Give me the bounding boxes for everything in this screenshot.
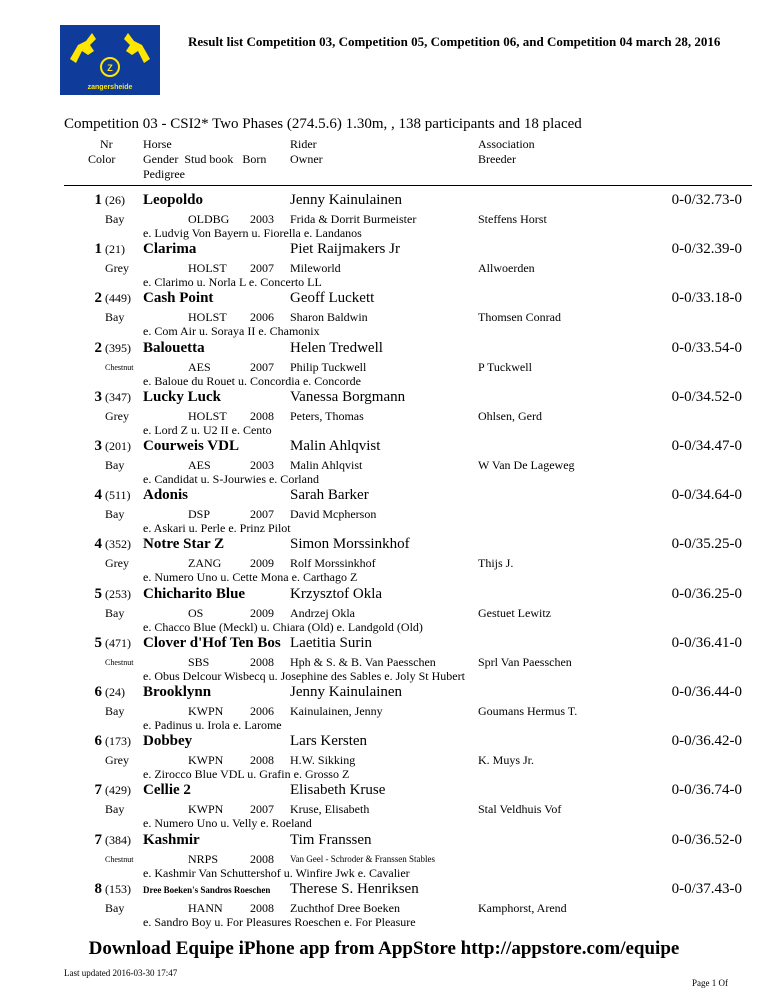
born-year: 2008 (250, 409, 274, 423)
horse-color: Chestnut (105, 363, 134, 372)
breeder-name: Steffens Horst (478, 212, 547, 226)
start-number: (429) (105, 783, 131, 797)
result-score: 0-0/36.52-0 (671, 832, 742, 848)
rider-name: Piet Raijmakers Jr (290, 241, 400, 257)
zangersheide-logo (60, 25, 160, 95)
pedigree: e. Sandro Boy u. For Pleasures Roeschen e. For Pleasure (143, 915, 416, 929)
horse-color: Chestnut (105, 658, 134, 667)
result-entry (0, 536, 768, 586)
result-score: 0-0/32.39-0 (671, 241, 742, 257)
stud-book: DSP (188, 507, 211, 521)
rider-name: Sarah Barker (290, 487, 369, 503)
born-year: 2008 (250, 852, 274, 866)
born-year: 2007 (250, 360, 274, 374)
owner-name: Van Geel - Schroder & Franssen Stables (290, 854, 435, 864)
owner-name: H.W. Sikking (290, 753, 356, 767)
owner-name: Frida & Dorrit Burmeister (290, 212, 417, 226)
horse-name: Dree Boeken's Sandros Roeschen (143, 885, 271, 895)
stud-book: OLDBG (188, 212, 230, 226)
owner-name: Kruse, Elisabeth (290, 802, 370, 816)
horse-color: Bay (105, 704, 125, 718)
column-header-association (478, 137, 535, 167)
result-score: 0-0/35.25-0 (671, 536, 742, 552)
rank-number: 4 (94, 536, 102, 552)
rider-name: Jenny Kainulainen (290, 192, 403, 208)
result-score: 0-0/34.64-0 (671, 487, 742, 503)
rider-name: Therese S. Henriksen (290, 881, 419, 897)
stud-book: AES (188, 360, 211, 374)
breeder-name: K. Muys Jr. (478, 753, 535, 767)
rider-name: Geoff Luckett (290, 290, 375, 306)
rank-number: 1 (94, 192, 102, 208)
breeder-name: W Van De Lageweg (478, 458, 575, 472)
page-number: Page 1 Of (692, 978, 728, 988)
horse-name: Chicharito Blue (143, 586, 246, 602)
horse-name: Balouetta (143, 340, 205, 356)
rider-name: Tim Franssen (290, 832, 372, 848)
result-entry (0, 241, 768, 291)
result-score: 0-0/33.18-0 (671, 290, 742, 306)
breeder-name: Goumans Hermus T. (478, 704, 578, 718)
born-year: 2009 (250, 606, 274, 620)
stud-book: NRPS (188, 852, 219, 866)
owner-name: Peters, Thomas (290, 409, 364, 423)
horse-name: Cash Point (143, 290, 214, 306)
start-number: (384) (105, 833, 131, 847)
competition-title: Competition 03 - CSI2* Two Phases (274.5.6) 1.30m, , 138 participants and 18 placed (64, 116, 582, 132)
stud-book: HOLST (188, 261, 227, 275)
pedigree: e. Numero Uno u. Velly e. Roeland (143, 816, 312, 830)
owner-name: Andrzej Okla (290, 606, 355, 620)
stud-book: SBS (188, 655, 210, 669)
rank-number: 4 (94, 487, 102, 503)
stud-book: HOLST (188, 409, 227, 423)
horse-name: Kashmir (143, 832, 200, 848)
rank-number: 7 (94, 782, 102, 798)
start-number: (511) (105, 488, 131, 502)
pedigree: e. Padinus u. Irola e. Larome (143, 718, 282, 732)
rider-name: Simon Morssinkhof (290, 536, 410, 552)
pedigree: e. Com Air u. Soraya II e. Chamonix (143, 324, 320, 338)
horse-color: Bay (105, 901, 125, 915)
pedigree: e. Baloue du Rouet u. Concordia e. Concorde (143, 374, 361, 388)
result-entry (0, 586, 768, 636)
horse-name: Adonis (143, 487, 189, 503)
pedigree: e. Clarimo u. Norla L e. Concerto LL (143, 275, 322, 289)
result-entry (0, 881, 768, 931)
horse-name: Dobbey (143, 733, 193, 749)
header-divider (64, 185, 752, 186)
app-promo-link[interactable]: Download Equipe iPhone app from AppStore http://appstore.com/equipe (88, 938, 680, 959)
result-score: 0-0/34.52-0 (671, 389, 742, 405)
stud-book: OS (188, 606, 204, 620)
horse-name: Lucky Luck (143, 389, 221, 405)
logo-wordmark: zangersheide (87, 84, 133, 91)
rank-number: 5 (94, 635, 102, 651)
rider-name: Elisabeth Kruse (290, 782, 386, 798)
pedigree: e. Candidat u. S-Jourwies e. Corland (143, 472, 319, 486)
horse-color: Grey (105, 409, 129, 423)
horse-color: Bay (105, 606, 125, 620)
result-entry (0, 684, 768, 734)
horse-color: Chestnut (105, 855, 134, 864)
horse-name: Clarima (143, 241, 197, 257)
header-color: Color (88, 152, 116, 166)
pedigree: e. Obus Delcour Wisbecq u. Josephine des Sables e. Joly St Hubert (143, 669, 465, 683)
owner-name: Kainulainen, Jenny (290, 704, 383, 718)
born-year: 2003 (250, 458, 274, 472)
result-score: 0-0/36.42-0 (671, 733, 742, 749)
result-score: 0-0/34.47-0 (671, 438, 742, 454)
page-title: Result list Competition 03, Competition 05, Competition 06, and Competition 04 march 28, 2016 (188, 34, 721, 49)
born-year: 2007 (250, 802, 274, 816)
rider-name: Helen Tredwell (290, 340, 383, 356)
owner-name: Philip Tuckwell (290, 360, 367, 374)
result-entry (0, 389, 768, 439)
result-score: 0-0/32.73-0 (671, 192, 742, 208)
pedigree: e. Numero Uno u. Cette Mona e. Carthago Z (143, 570, 358, 584)
horse-color: Grey (105, 261, 129, 275)
breeder-name: Gestuet Lewitz (478, 606, 551, 620)
owner-name: Sharon Baldwin (290, 310, 368, 324)
horse-name: Leopoldo (143, 192, 204, 208)
horse-color: Bay (105, 507, 125, 521)
result-entry (0, 832, 768, 882)
owner-name: Zuchthof Dree Boeken (290, 901, 400, 915)
horse-color: Bay (105, 310, 125, 324)
pedigree: e. Ludvig Von Bayern u. Fiorella e. Landanos (143, 226, 362, 240)
breeder-name: P Tuckwell (478, 360, 532, 374)
result-entry (0, 340, 768, 390)
rank-number: 6 (94, 684, 102, 700)
start-number: (449) (105, 291, 131, 305)
start-number: (347) (105, 390, 131, 404)
pedigree: e. Chacco Blue (Meckl) u. Chiara (Old) e. Landgold (Old) (143, 620, 423, 634)
born-year: 2008 (250, 655, 274, 669)
born-year: 2007 (250, 261, 274, 275)
header-owner: Owner (290, 152, 323, 166)
start-number: (253) (105, 587, 131, 601)
born-year: 2006 (250, 704, 274, 718)
start-number: (153) (105, 882, 131, 896)
last-updated: Last updated 2016-03-30 17:47 (64, 968, 178, 978)
owner-name: Rolf Morssinkhof (290, 556, 376, 570)
horse-name: Notre Star Z (143, 536, 225, 552)
horse-color: Grey (105, 556, 129, 570)
start-number: (26) (105, 193, 125, 207)
header-horse: Horse (143, 137, 172, 151)
breeder-name: Ohlsen, Gerd (478, 409, 542, 423)
header-gender-studbook-born: Gender Stud book Born (143, 152, 267, 166)
horse-name: Brooklynn (143, 684, 212, 700)
header-breeder: Breeder (478, 152, 516, 166)
stud-book: AES (188, 458, 211, 472)
born-year: 2003 (250, 212, 274, 226)
rank-number: 2 (94, 340, 102, 356)
result-score: 0-0/36.44-0 (671, 684, 742, 700)
result-entry (0, 635, 768, 685)
horse-color: Grey (105, 753, 129, 767)
rider-name: Jenny Kainulainen (290, 684, 403, 700)
rider-name: Vanessa Borgmann (290, 389, 406, 405)
rider-name: Laetitia Surin (290, 635, 373, 651)
born-year: 2006 (250, 310, 274, 324)
start-number: (24) (105, 685, 125, 699)
rank-number: 7 (94, 832, 102, 848)
result-entry (0, 290, 768, 340)
column-header-rider (290, 137, 323, 167)
rider-name: Lars Kersten (290, 733, 368, 749)
result-score: 0-0/36.41-0 (671, 635, 742, 651)
born-year: 2007 (250, 507, 274, 521)
result-entry (0, 733, 768, 783)
horse-color: Bay (105, 212, 125, 226)
horse-name: Clover d'Hof Ten Bos (143, 635, 281, 651)
rank-number: 5 (94, 586, 102, 602)
stud-book: HANN (188, 901, 223, 915)
start-number: (173) (105, 734, 131, 748)
header-nr: Nr (100, 137, 113, 151)
owner-name: David Mcpherson (290, 507, 377, 521)
owner-name: Hph & S. & B. Van Paesschen (290, 655, 436, 669)
rider-name: Krzysztof Okla (290, 586, 383, 602)
horse-name: Courweis VDL (143, 438, 239, 454)
born-year: 2008 (250, 901, 274, 915)
breeder-name: Stal Veldhuis Vof (478, 802, 562, 816)
horse-name: Cellie 2 (143, 782, 191, 798)
pedigree: e. Zirocco Blue VDL u. Grafin e. Grosso Z (143, 767, 350, 781)
pedigree: e. Lord Z u. U2 II e. Cento (143, 423, 272, 437)
rank-number: 6 (94, 733, 102, 749)
born-year: 2009 (250, 556, 274, 570)
rank-number: 3 (94, 438, 102, 454)
column-header-nr (88, 137, 115, 167)
pedigree: e. Kashmir Van Schuttershof u. Winfire Jwk e. Cavalier (143, 866, 410, 880)
result-score: 0-0/36.25-0 (671, 586, 742, 602)
breeder-name: Allwoerden (478, 261, 535, 275)
breeder-name: Sprl Van Paesschen (478, 655, 572, 669)
result-entry (0, 438, 768, 488)
breeder-name: Thomsen Conrad (478, 310, 561, 324)
stud-book: KWPN (188, 753, 224, 767)
result-entry (0, 192, 768, 242)
horse-color: Bay (105, 802, 125, 816)
header-association: Association (478, 137, 535, 151)
owner-name: Mileworld (290, 261, 341, 275)
breeder-name: Thijs J. (478, 556, 514, 570)
header-pedigree: Pedigree (143, 167, 185, 181)
start-number: (201) (105, 439, 131, 453)
stud-book: KWPN (188, 802, 224, 816)
born-year: 2008 (250, 753, 274, 767)
column-header-horse (143, 137, 266, 182)
pedigree: e. Askari u. Perle e. Prinz Pilot (143, 521, 291, 535)
result-score: 0-0/36.74-0 (671, 782, 742, 798)
start-number: (352) (105, 537, 131, 551)
start-number: (21) (105, 242, 125, 256)
rank-number: 8 (94, 881, 102, 897)
result-entry (0, 782, 768, 832)
svg-text:Z: Z (107, 63, 113, 73)
result-score: 0-0/37.43-0 (671, 881, 742, 897)
start-number: (471) (105, 636, 131, 650)
horse-color: Bay (105, 458, 125, 472)
header-rider: Rider (290, 137, 317, 151)
rider-name: Malin Ahlqvist (290, 438, 381, 454)
breeder-name: Kamphorst, Arend (478, 901, 567, 915)
stud-book: KWPN (188, 704, 224, 718)
stud-book: ZANG (188, 556, 222, 570)
stud-book: HOLST (188, 310, 227, 324)
rank-number: 1 (94, 241, 102, 257)
result-entry (0, 487, 768, 537)
start-number: (395) (105, 341, 131, 355)
result-score: 0-0/33.54-0 (671, 340, 742, 356)
owner-name: Malin Ahlqvist (290, 458, 363, 472)
rank-number: 2 (94, 290, 102, 306)
rank-number: 3 (94, 389, 102, 405)
